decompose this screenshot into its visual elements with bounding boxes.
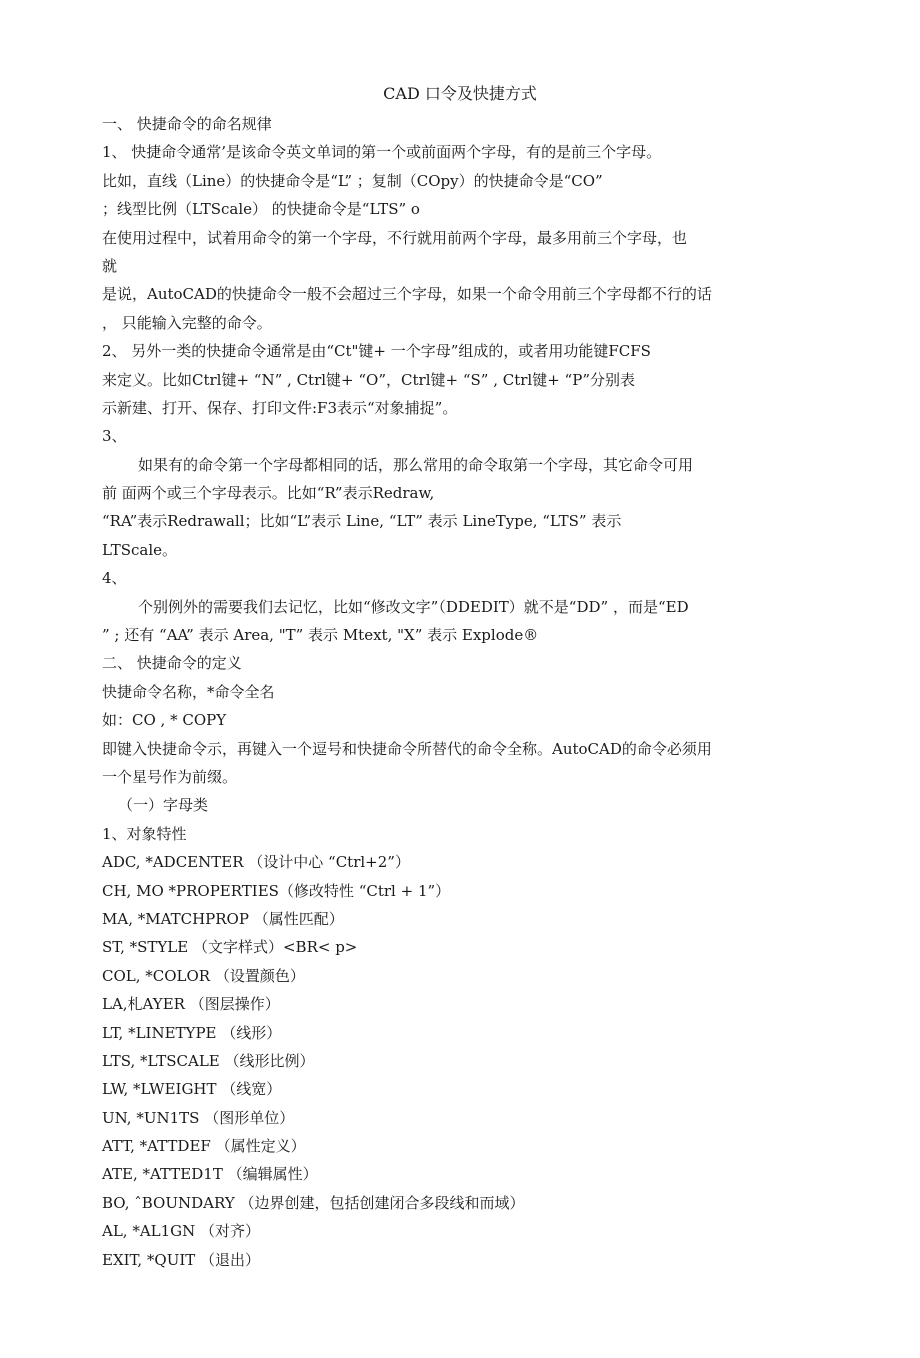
text-line: LA,札AYER （图层操作） [102, 995, 280, 1014]
text-line: CH, MO *PROPERTIES（修改特性 “Ctrl + 1”） [102, 881, 451, 900]
text-line: ” ; 还有 “AA” 表示 Area, "T” 表示 Mtext, "X” 表示 Explode® [102, 626, 539, 645]
text-line: LT, *LINETYPE （线形） [102, 1023, 282, 1042]
text-line: 示新建、打开、保存、打印文件:F3表示“对象捕捉”。 [102, 398, 458, 417]
text-line: 4、 [102, 569, 127, 588]
text-line: 一个星号作为前缀。 [102, 767, 238, 786]
text-line: 2、 另外一类的快捷命令通常是由“Ct"键+ 一个字母”组成的，或者用功能键FCFS [102, 342, 651, 361]
text-line: ST, *STYLE （文字样式）<BR< p> [102, 938, 358, 957]
text-line: ADC, *ADCENTER （设计中心 “Ctrl+2”） [102, 853, 410, 872]
text-line: 前 面两个或三个字母表示。比如“R”表示Redraw, [102, 484, 435, 503]
text-line: 来定义。比如Ctrl键+ “N” , Ctrl键+ “O”，Ctrl键+ “S” , Ctrl键+ “P”分别表 [102, 370, 635, 389]
text-line: “RA”表示Redrawall；比如“L”表示 Line, “LT” 表示 LineType, “LTS” 表示 [102, 512, 622, 531]
text-line: ATE, *ATTED1T （编辑属性） [102, 1165, 318, 1184]
text-line: （一）字母类 [118, 796, 209, 815]
text-line: 即键入快捷命令示，再键入一个逗号和快捷命令所替代的命令全称。AutoCAD的命令必须用 [102, 739, 712, 758]
text-line: 如果有的命令第一个字母都相同的话，那么常用的命令取第一个字母，其它命令可用 [138, 455, 694, 474]
text-line: 个别例外的需要我们去记忆，比如“修改文字”（DDEDIT）就不是“DD” ，而是“ED [138, 597, 689, 616]
text-line: 比如，直线（Line）的快捷命令是“L” ；复制（COpy）的快捷命令是“CO” [102, 171, 603, 190]
text-line: COL, *COLOR （设置颜色） [102, 966, 305, 985]
text-line: 是说，AutoCAD的快捷命令一般不会超过三个字母，如果一个命令用前三个字母都不行的话 [102, 285, 712, 304]
text-line: 1、 快捷命令通常’是该命令英文单词的第一个或前面两个字母，有的是前三个字母。 [102, 143, 662, 162]
text-line: 如：CO , * COPY [102, 711, 227, 730]
document-body [102, 110, 818, 1274]
text-line: 就 [102, 256, 118, 275]
document-title: CAD 口令及快捷方式 [383, 84, 537, 103]
text-line: BO, ˆBOUNDARY （边界创建，包括创建闭合多段线和而域） [102, 1193, 525, 1212]
text-line: ATT, *ATTDEF （属性定义） [102, 1137, 306, 1156]
text-line: LTScale。 [102, 540, 178, 559]
text-line: UN, *UN1TS （图形单位） [102, 1108, 295, 1127]
text-line: AL, *AL1GN （对齐） [102, 1222, 261, 1241]
text-line: 一、 快捷命令的命名规律 [102, 115, 272, 133]
text-line: LTS, *LTSCALE （线形比例） [102, 1051, 315, 1070]
text-line: ；线型比例（LTScale） 的快捷命令是“LTS” o [102, 200, 420, 219]
text-line: 1、对象特性 [102, 824, 187, 843]
text-line: LW, *LWEIGHT （线宽） [102, 1080, 282, 1099]
text-line: MA, *MATCHPROP （属性匹配） [102, 909, 344, 928]
text-line: 3、 [102, 427, 127, 446]
text-line: ， 只能输入完整的命令。 [102, 313, 272, 332]
text-line: EXIT, *QUIT （退出） [102, 1250, 261, 1269]
text-line: 在使用过程中，试着用命令的第一个字母，不行就用前两个字母，最多用前三个字母，也 [102, 228, 688, 247]
text-line: 快捷命令名称，*命令全名 [102, 682, 275, 701]
text-line: 二、 快捷命令的定义 [102, 654, 242, 673]
